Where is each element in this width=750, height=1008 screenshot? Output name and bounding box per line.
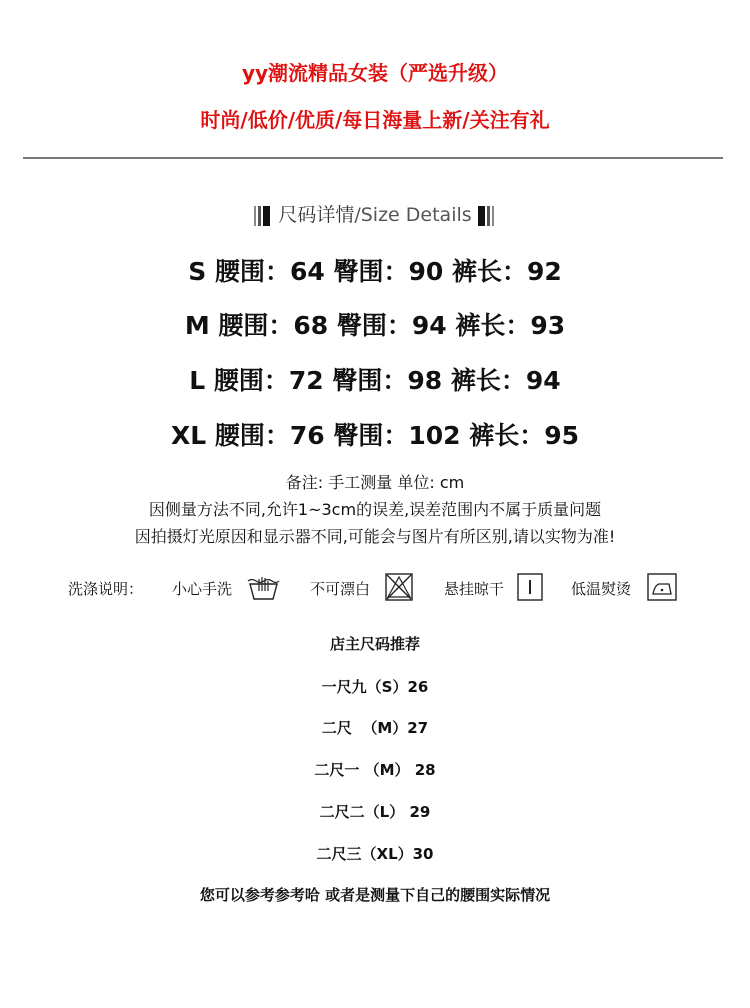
size-details-title-en: /Size Details bbox=[354, 204, 472, 226]
note-tolerance: 因侧量方法不同,允许1~3cm的误差,误差范围内不属于质量问题 bbox=[148, 500, 602, 519]
hang-dry-icon bbox=[516, 572, 544, 602]
note-measure: 备注: 手工测量 单位: cm bbox=[285, 473, 465, 492]
recommend-item: 二尺 （M）27 bbox=[321, 719, 429, 737]
wash-text-hang-dry: 悬挂晾干 bbox=[444, 580, 505, 598]
recommend-title: 店主尺码推荐 bbox=[329, 635, 420, 653]
heading-bars-left-icon bbox=[254, 206, 272, 226]
washing-instructions bbox=[0, 570, 750, 610]
recommend-item: 一尺九（S）26 bbox=[321, 678, 429, 696]
note-lighting: 因拍摄灯光原因和显示器不同,可能会与图片有所区别,请以实物为准! bbox=[134, 527, 616, 546]
recommend-item: 二尺三（XL）30 bbox=[316, 845, 434, 863]
wash-text-no-bleach: 不可漂白 bbox=[310, 580, 371, 598]
wash-text-low-iron: 低温熨烫 bbox=[571, 580, 632, 598]
shop-tagline: 时尚/低价/优质/每日海量上新/关注有礼 bbox=[200, 108, 550, 132]
shop-title: yy潮流精品女装（严选升级） bbox=[241, 61, 509, 85]
wash-text-hand: 小心手洗 bbox=[172, 580, 233, 598]
recommend-item: 二尺二（L） 29 bbox=[319, 803, 431, 821]
size-row-xl: XL 腰围：76 臀围：102 裤长：95 bbox=[170, 421, 580, 450]
size-details-heading bbox=[0, 200, 750, 227]
recommend-item: 二尺一 （M） 28 bbox=[314, 761, 436, 779]
recommend-footer: 您可以参考参考哈 或者是测量下自己的腰围实际情况 bbox=[199, 886, 551, 904]
hand-wash-icon bbox=[246, 573, 280, 601]
size-row-m: M 腰围：68 臀围：94 裤长：93 bbox=[184, 311, 566, 340]
size-details-title-cn: 尺码详情 bbox=[278, 204, 355, 226]
heading-bars-right-icon bbox=[478, 206, 496, 226]
washing-label: 洗涤说明： bbox=[68, 580, 144, 598]
header-divider bbox=[23, 157, 723, 159]
size-row-s: S 腰围：64 臀围：90 裤长：92 bbox=[188, 257, 562, 286]
size-row-l: L 腰围：72 臀围：98 裤长：94 bbox=[189, 366, 561, 395]
low-iron-icon bbox=[646, 572, 678, 602]
no-bleach-icon bbox=[384, 572, 414, 602]
